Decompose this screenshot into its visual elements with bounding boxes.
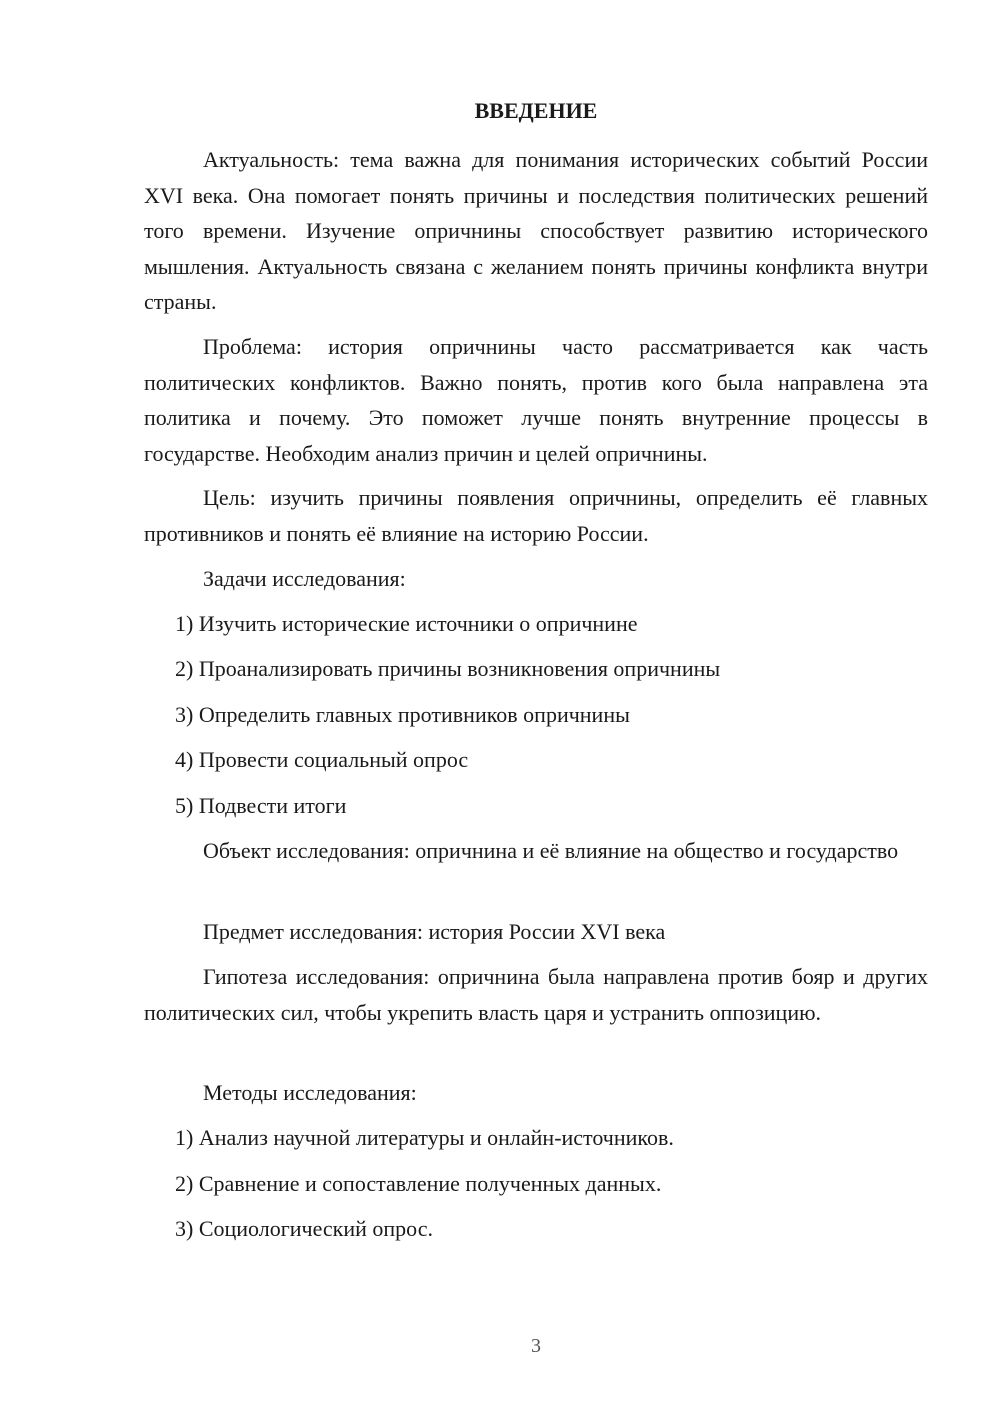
tasks-heading: Задачи исследования: (203, 566, 406, 591)
page-title: ВВЕДЕНИЕ (474, 98, 598, 123)
methods-heading: Методы исследования: (203, 1080, 417, 1105)
document-page (144, 0, 928, 1414)
list-item: 2) Проанализировать причины возникновения опричнины (175, 656, 721, 681)
subject-paragraph: Предмет исследования: история России XVI века (203, 919, 666, 944)
list-item: 4) Провести социальный опрос (175, 747, 469, 772)
object-paragraph: Объект исследования: опричнина и её влияние на общество и государство (203, 838, 899, 863)
problem-paragraph: Проблема: история опричнины часто рассматривается как часть политических конфликтов. Важно понять, против кого была направлена эта политика и почему. Это поможет лучше понять внутренние процессы в государстве. Необходим анализ причин и целей опричнины. (144, 334, 928, 466)
list-item: 2) Сравнение и сопоставление полученных данных. (175, 1171, 662, 1196)
list-item: 5) Подвести итоги (175, 793, 347, 818)
list-item: 1) Изучить исторические источники о опричнине (175, 611, 638, 636)
list-item: 3) Определить главных противников опричнины (175, 702, 630, 727)
page-number: 3 (531, 1335, 541, 1357)
relevance-paragraph: Актуальность: тема важна для понимания исторических событий России XVI века. Она помогает понять причины и последствия политических решений того времени. Изучение опричнины способствует развитию исторического мышления. Актуальность связана с желанием понять причины конфликта внутри страны. (144, 147, 928, 314)
goal-paragraph: Цель: изучить причины появления опричнины, определить её главных противников и понять её влияние на историю России. (144, 485, 928, 546)
hypothesis-paragraph: Гипотеза исследования: опричнина была направлена против бояр и других политических сил, чтобы укрепить власть царя и устранить оппозицию. (144, 964, 928, 1025)
list-item: 1) Анализ научной литературы и онлайн-источников. (175, 1125, 674, 1150)
list-item: 3) Социологический опрос. (175, 1216, 433, 1241)
